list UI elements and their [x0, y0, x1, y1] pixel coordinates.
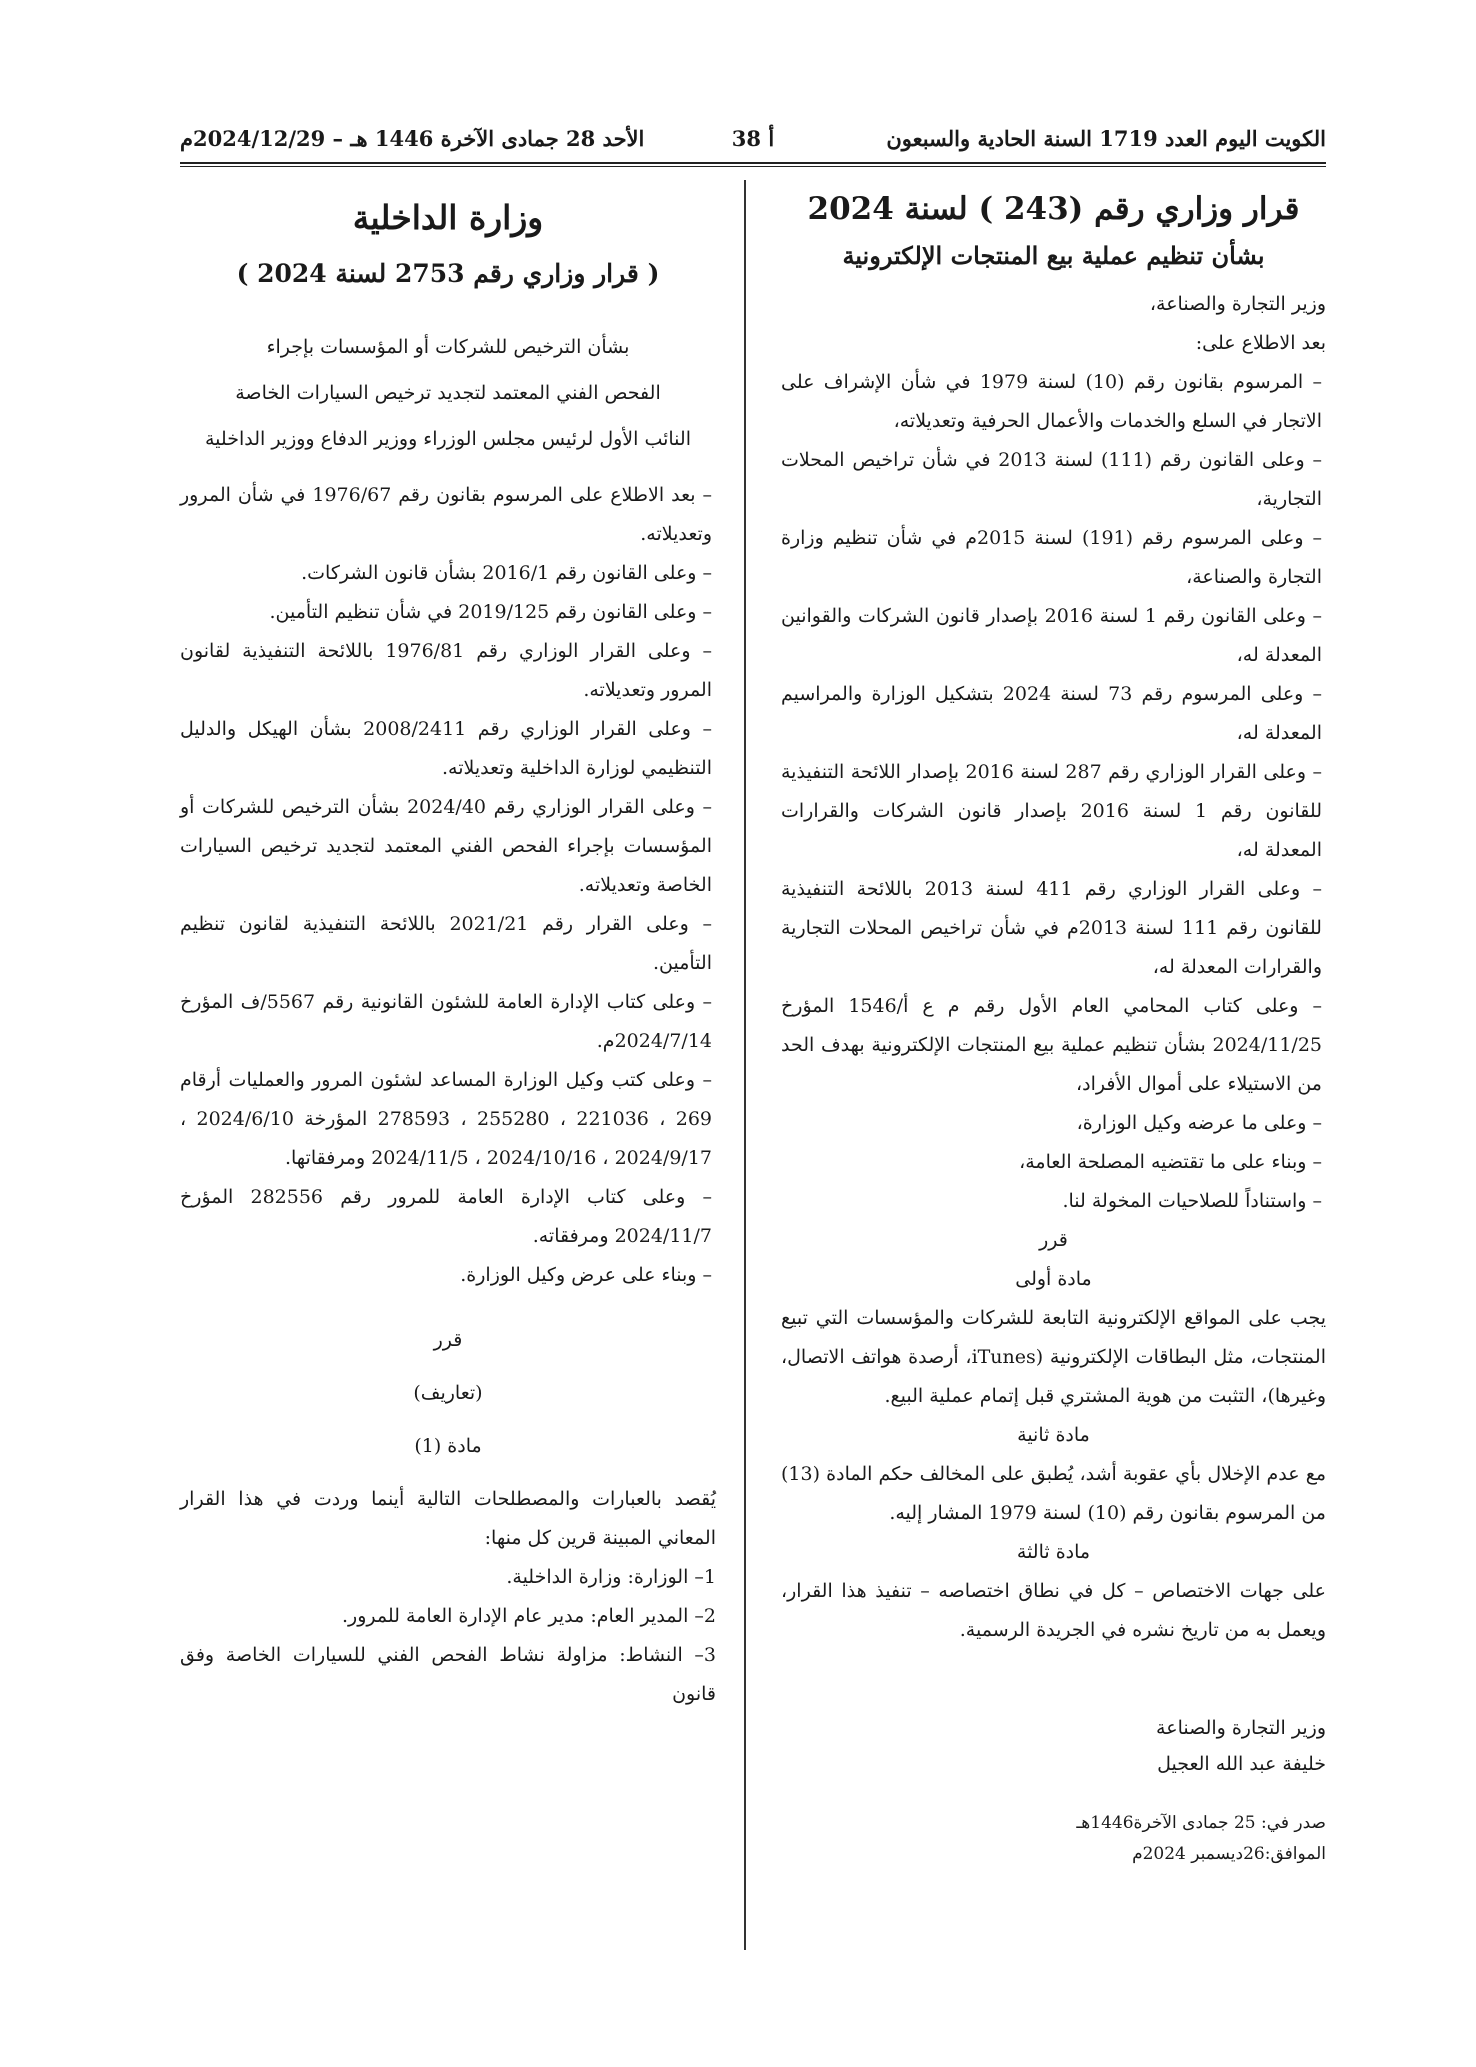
issued-gregorian: الموافق:26ديسمبر 2024م	[1132, 1844, 1326, 1864]
preamble-item: – وعلى القرار الوزاري رقم 287 لسنة 2016 بإصدار اللائحة التنفيذية للقانون رقم 1 لسنة 2016 بإصدار قانون الشركات والقرارات المعدلة له،	[781, 761, 1322, 861]
decision-subject-line-1: بشأن الترخيص للشركات أو المؤسسات بإجراء	[266, 336, 630, 358]
article-3-text: على جهات الاختصاص – كل في نطاق اختصاصه – تنفيذ هذا القرار، ويعمل به من تاريخ نشره في الجريدة الرسمية.	[781, 1580, 1326, 1641]
interior-decision	[180, 190, 716, 1714]
preamble-item: – وعلى كتاب الإدارة العامة للشئون القانونية رقم 5567/ف المؤرخ 2024/7/14م.	[180, 991, 712, 1052]
preamble-item: – وعلى القرار رقم 2021/21 باللائحة التنفيذية لقانون تنظيم التأمين.	[180, 913, 712, 974]
after-review: بعد الاطلاع على:	[1195, 332, 1326, 354]
commerce-decision	[781, 185, 1326, 1870]
gazette-issue: الكويت اليوم العدد 1719 السنة الحادية والسبعون	[886, 126, 1326, 151]
decision-title: ( قرار وزاري رقم 2753 لسنة 2024 )	[236, 259, 660, 288]
page-header	[180, 118, 1326, 158]
article-1-title: مادة أولى	[1015, 1268, 1092, 1290]
issue-date: الأحد 28 جمادى الآخرة 1446 هـ – 2024/12/29م	[180, 126, 645, 151]
preamble-item: – وعلى القانون رقم 1 لسنة 2016 بإصدار قانون الشركات والقوانين المعدلة له،	[781, 605, 1322, 666]
preamble-item: – وعلى ما عرضه وكيل الوزارة،	[1076, 1112, 1322, 1134]
preamble-item: – وعلى كتاب المحامي العام الأول رقم م ع أ/1546 المؤرخ 2024/11/25 بشأن تنظيم عملية بيع المنتجات الإلكترونية بهدف الحد من الاستيلاء على أموال الأفراد،	[781, 995, 1322, 1095]
decision-subtitle: بشأن تنظيم عملية بيع المنتجات الإلكترونية	[842, 241, 1265, 270]
preamble-item: – وعلى القرار الوزاري رقم 411 لسنة 2013 باللائحة التنفيذية للقانون رقم 111 لسنة 2013م في شأن تراخيص المحلات التجارية والقرارات المعدلة له،	[781, 878, 1322, 978]
decided-heading: قرر	[433, 1329, 463, 1351]
preamble-item: – وعلى القرار الوزاري رقم 1976/81 باللائحة التنفيذية لقانون المرور وتعديلاته.	[180, 640, 712, 701]
preamble-item: – وبناء على عرض وكيل الوزارة.	[460, 1264, 712, 1286]
article-1-title: مادة (1)	[414, 1435, 482, 1457]
definition-item: 2– المدير العام: مدير عام الإدارة العامة للمرور.	[342, 1605, 716, 1627]
preamble-item: – وعلى القانون رقم 2016/1 بشأن قانون الشركات.	[301, 562, 712, 584]
issuer: وزير التجارة والصناعة،	[1149, 293, 1326, 315]
preamble-item: – وعلى القانون رقم (111) لسنة 2013 في شأن تراخيص المحلات التجارية،	[781, 449, 1322, 510]
preamble-item: – وعلى القرار الوزاري رقم 2024/40 بشأن الترخيص للشركات أو المؤسسات بإجراء الفحص الفني المعتمد لتجديد ترخيص السيارات الخاصة وتعديلاته.	[180, 796, 712, 896]
preamble-item: – وعلى كتب وكيل الوزارة المساعد لشئون المرور والعمليات أرقام 269 ، 221036 ، 255280 ، 278593 المؤرخة 2024/6/10 ، 2024/9/17 ، 2024/10/16 ، 2024/11/5 ومرفقاتها.	[180, 1069, 712, 1169]
preamble-item: – المرسوم بقانون رقم (10) لسنة 1979 في شأن الإشراف على الاتجار في السلع والخدمات والأعمال الحرفية وتعديلاته،	[781, 371, 1322, 432]
ministry-name: وزارة الداخلية	[352, 198, 544, 237]
article-2-text: مع عدم الإخلال بأي عقوبة أشد، يُطبق على المخالف حكم المادة (13) من المرسوم بقانون رقم (10) لسنة 1979 المشار إليه.	[781, 1463, 1326, 1524]
preamble-item: – وعلى المرسوم رقم (191) لسنة 2015م في شأن تنظيم وزارة التجارة والصناعة،	[781, 527, 1322, 588]
article-2-title: مادة ثانية	[1017, 1424, 1090, 1446]
page-number: أ 38	[731, 126, 775, 151]
preamble-item: – وعلى القانون رقم 2019/125 في شأن تنظيم التأمين.	[269, 601, 712, 623]
definition-item: 3– النشاط: مزاولة نشاط الفحص الفني للسيارات الخاصة وفق قانون	[180, 1644, 716, 1705]
preamble-item: – وعلى كتاب الإدارة العامة للمرور رقم 282556 المؤرخ 2024/11/7 ومرفقاته.	[180, 1186, 712, 1247]
decided-heading: قرر	[1039, 1229, 1068, 1251]
header-rule-thin	[180, 166, 1326, 167]
article-1-intro: يُقصد بالعبارات والمصطلحات التالية أينما وردت في هذا القرار المعاني المبينة قرين كل منها:	[180, 1488, 716, 1549]
header-rule	[180, 162, 1326, 164]
issuer: النائب الأول لرئيس مجلس الوزراء ووزير الدفاع ووزير الداخلية	[205, 428, 691, 450]
decision-subject-line-2: الفحص الفني المعتمد لتجديد ترخيص السيارات الخاصة	[235, 382, 661, 404]
article-3-title: مادة ثالثة	[1016, 1541, 1091, 1563]
decision-title: قرار وزاري رقم (243 ) لسنة 2024	[807, 191, 1300, 227]
signatory-title: وزير التجارة والصناعة	[1156, 1717, 1326, 1739]
preamble-item: – بعد الاطلاع على المرسوم بقانون رقم 1976/67 في شأن المرور وتعديلاته.	[180, 484, 712, 545]
preamble-item: – وبناء على ما تقتضيه المصلحة العامة،	[1019, 1151, 1322, 1173]
column-divider	[744, 180, 746, 1950]
preamble-item: – وعلى القرار الوزاري رقم 2008/2411 بشأن الهيكل والدليل التنظيمي لوزارة الداخلية وتعديلاته.	[180, 718, 712, 779]
definition-item: 1– الوزارة: وزارة الداخلية.	[506, 1566, 716, 1588]
preamble-item: – وعلى المرسوم رقم 73 لسنة 2024 بتشكيل الوزارة والمراسيم المعدلة له،	[781, 683, 1322, 744]
signatory-name: خليفة عبد الله العجيل	[1157, 1753, 1326, 1775]
issued-hijri: صدر في: 25 جمادى الآخرة1446هـ	[1076, 1813, 1326, 1833]
article-1-text: يجب على المواقع الإلكترونية التابعة للشركات والمؤسسات التي تبيع المنتجات، مثل البطاقات الإلكترونية (iTunes، أرصدة هواتف الاتصال، وغيرها)، التثبت من هوية المشتري قبل إتمام عملية البيع.	[781, 1307, 1326, 1407]
definitions-heading: (تعاريف)	[413, 1382, 483, 1404]
preamble-item: – واستناداً للصلاحيات المخولة لنا.	[1062, 1190, 1322, 1212]
